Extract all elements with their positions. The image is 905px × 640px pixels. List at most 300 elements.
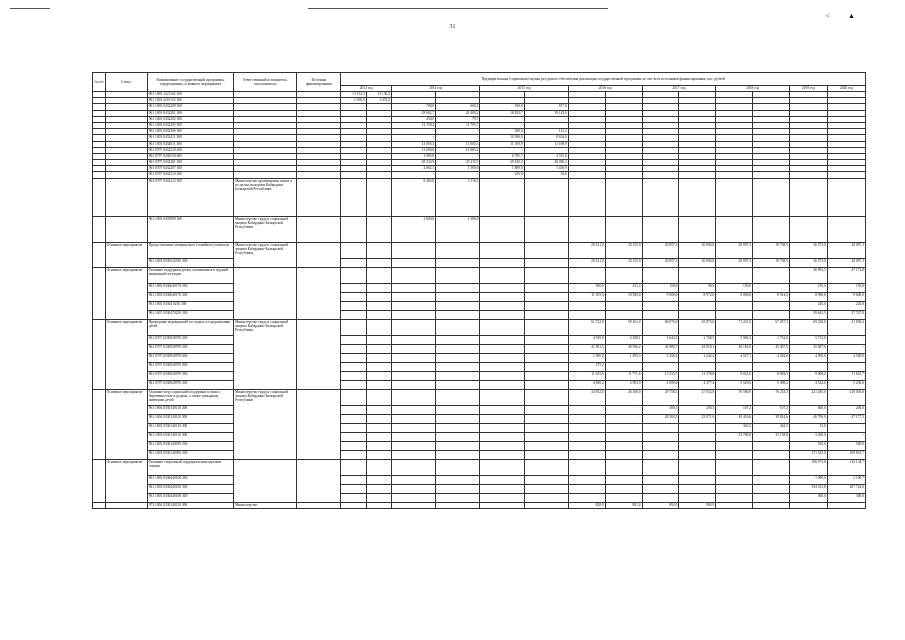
value-cell: 39 834,6 <box>753 414 790 423</box>
value-cell: 11 831,7 <box>827 371 865 380</box>
code-cell: 961 1003 0330640170 300 <box>147 292 233 301</box>
value-cell <box>524 292 568 301</box>
value-cell: 150,0 <box>716 283 753 292</box>
value-cell: 700,0 <box>392 104 436 110</box>
value-cell <box>716 178 753 216</box>
value-cell: 308,5 <box>642 405 679 414</box>
value-cell: 40 056,3 <box>524 160 568 166</box>
value-cell <box>642 450 679 459</box>
status-cell <box>105 178 147 216</box>
value-cell: 61 722,0 <box>568 319 605 335</box>
value-cell: 4 308,1 <box>605 335 642 344</box>
value-cell <box>789 362 827 371</box>
value-cell: 2 116,5 <box>436 178 480 216</box>
value-cell <box>392 371 436 380</box>
value-cell <box>341 216 366 242</box>
value-cell: 45 487,6 <box>789 344 827 353</box>
value-cell: 27 052,8 <box>679 389 716 405</box>
value-cell <box>716 310 753 319</box>
value-cell: 41 581,5 <box>568 344 605 353</box>
table-row <box>93 335 866 344</box>
value-cell <box>366 484 391 493</box>
num-cell <box>93 389 106 459</box>
value-cell: 46 892,5 <box>789 267 827 283</box>
code-cell: 961 1003 0432209 300 <box>147 104 233 110</box>
value-cell <box>436 353 480 362</box>
value-cell: 33,0 <box>789 423 827 432</box>
value-cell: 18 833,7 <box>480 110 524 116</box>
value-cell: 894,9 <box>642 502 679 508</box>
value-cell <box>341 335 366 344</box>
value-cell <box>716 475 753 484</box>
value-cell <box>341 493 366 502</box>
value-cell <box>568 459 605 475</box>
value-cell: 29 758,3 <box>642 389 679 405</box>
value-cell <box>753 502 790 508</box>
value-cell <box>642 178 679 216</box>
value-cell <box>716 484 753 493</box>
executor-cell: Министерство труда и социальной защиты Кабардино-Балкарской Республики <box>234 319 297 389</box>
value-cell <box>642 423 679 432</box>
value-cell: 20 155,9 <box>605 258 642 267</box>
value-cell <box>753 178 790 216</box>
code-cell: 961 1003 0330440100 200 <box>147 475 233 484</box>
value-cell <box>605 475 642 484</box>
value-cell: 8 990,0 <box>789 292 827 301</box>
value-cell <box>341 301 366 310</box>
value-cell <box>341 310 366 319</box>
value-cell <box>524 216 568 242</box>
table-row <box>93 362 866 371</box>
value-cell <box>341 380 366 389</box>
table-row <box>93 178 866 216</box>
value-cell: 20 097,3 <box>716 242 753 258</box>
value-cell <box>366 267 391 283</box>
value-cell: 71 241,0 <box>716 319 753 335</box>
value-cell: 14 985,2 <box>436 147 480 153</box>
value-cell: 58 161,0 <box>605 319 642 335</box>
corner-mark-left: < <box>826 12 830 20</box>
value-cell <box>366 344 391 353</box>
value-cell: 1 472,5 <box>366 98 391 104</box>
value-cell <box>392 380 436 389</box>
value-cell <box>827 362 865 371</box>
value-cell <box>789 178 827 216</box>
value-cell: 25 215,5 <box>436 160 480 166</box>
value-cell: 4 362,6 <box>753 353 790 362</box>
value-cell: 300,0 <box>568 283 605 292</box>
value-cell: - <box>827 344 865 353</box>
table-row <box>93 371 866 380</box>
value-cell: 20 521,0 <box>568 242 605 258</box>
executor-cell <box>234 459 297 502</box>
value-cell: 1 580,6 <box>436 166 480 172</box>
value-cell <box>392 258 436 267</box>
value-cell: 12 159,4 <box>392 122 436 128</box>
status-cell: Основное мероприятие <box>105 389 147 459</box>
value-cell <box>366 414 391 423</box>
value-cell <box>716 216 753 242</box>
table-row <box>93 502 866 508</box>
value-cell: 4 350,0 <box>568 335 605 344</box>
value-cell: 24 400,2 <box>436 110 480 116</box>
value-cell: 47 172,8 <box>827 267 865 283</box>
value-cell: 1 500,0 <box>568 353 605 362</box>
value-cell <box>480 283 524 292</box>
value-cell <box>392 423 436 432</box>
code-cell: 961 1003 0330640170 300 <box>147 283 233 292</box>
value-cell: 3 242,2 <box>679 353 716 362</box>
value-cell: 34 952,6 <box>568 389 605 405</box>
value-cell <box>366 405 391 414</box>
value-cell <box>716 441 753 450</box>
value-cell <box>524 389 568 405</box>
value-cell <box>436 283 480 292</box>
value-cell: 40 182,0 <box>716 344 753 353</box>
value-cell: 11 771,6 <box>605 371 642 380</box>
executor-cell: Министерство <box>234 502 297 508</box>
value-cell <box>524 423 568 432</box>
value-cell: 37 747,8 <box>827 310 865 319</box>
value-cell: 4 377,4 <box>679 380 716 389</box>
value-cell: 20 097,3 <box>642 258 679 267</box>
value-cell <box>436 405 480 414</box>
num-cell <box>93 242 106 267</box>
value-cell <box>392 475 436 484</box>
value-cell: 194 313,8 <box>789 484 827 493</box>
value-cell: 930,0 <box>480 104 524 110</box>
value-cell <box>436 292 480 301</box>
value-cell: 1 889,0 <box>480 166 524 172</box>
value-cell: - <box>436 172 480 178</box>
value-cell: 275,2 <box>568 362 605 371</box>
value-cell <box>436 319 480 335</box>
code-cell: 961 1003 0432205 300 <box>147 122 233 128</box>
value-cell <box>679 459 716 475</box>
value-cell <box>436 459 480 475</box>
value-cell: 660,3 <box>436 104 480 110</box>
value-cell <box>366 380 391 389</box>
value-cell: 20 097,3 <box>642 242 679 258</box>
value-cell: 200,0 <box>827 405 865 414</box>
value-cell: - <box>524 122 568 128</box>
code-cell: 961 1003 0330140050 200 <box>147 441 233 450</box>
value-cell <box>341 441 366 450</box>
value-cell: 107,2 <box>716 405 753 414</box>
source-cell <box>297 178 341 216</box>
value-cell: 11 378,8 <box>679 371 716 380</box>
code-cell: 961 1003 0432202 300 <box>147 116 233 122</box>
code-cell: 961 1003 0330522030 300 <box>147 258 233 267</box>
value-cell <box>524 267 568 283</box>
value-cell <box>642 441 679 450</box>
value-cell <box>605 484 642 493</box>
value-cell: 18 123,0 <box>524 110 568 116</box>
value-cell <box>480 405 524 414</box>
value-cell <box>341 362 366 371</box>
value-cell <box>716 450 753 459</box>
value-cell <box>568 441 605 450</box>
code-cell: 961 1004 0330140110 200 <box>147 405 233 414</box>
status-cell: Основное мероприятие <box>105 242 147 267</box>
value-cell <box>392 283 436 292</box>
value-cell <box>716 362 753 371</box>
value-cell <box>642 216 679 242</box>
status-cell: Основное мероприятие <box>105 459 147 502</box>
value-cell: 43 918,1 <box>679 344 716 353</box>
value-cell <box>568 493 605 502</box>
value-cell <box>436 242 480 258</box>
value-cell: 1 900,0 <box>789 475 827 484</box>
value-cell <box>679 362 716 371</box>
code-cell: 961 1003 0330140110 300 <box>147 423 233 432</box>
value-cell: - <box>436 153 480 159</box>
value-cell: 13 130,2 <box>366 92 391 98</box>
value-cell <box>436 441 480 450</box>
value-cell: 96,9 <box>679 283 716 292</box>
value-cell <box>524 371 568 380</box>
value-cell <box>605 216 642 242</box>
num-cell <box>93 459 106 502</box>
value-cell: 20 097,3 <box>827 242 865 258</box>
value-cell <box>753 216 790 242</box>
value-cell <box>341 258 366 267</box>
value-cell <box>366 475 391 484</box>
value-cell: 171 543,0 <box>789 450 827 459</box>
value-cell <box>366 371 391 380</box>
value-cell <box>436 344 480 353</box>
value-cell <box>679 178 716 216</box>
value-cell <box>524 335 568 344</box>
value-cell: 11 169,9 <box>524 141 568 147</box>
value-cell <box>366 335 391 344</box>
value-cell <box>605 310 642 319</box>
value-cell <box>480 502 524 508</box>
source-cell <box>297 242 341 267</box>
value-cell <box>827 502 865 508</box>
value-cell <box>568 423 605 432</box>
value-cell <box>341 432 366 441</box>
value-cell <box>679 432 716 441</box>
value-cell: 20 521,0 <box>568 258 605 267</box>
value-cell: - <box>524 116 568 122</box>
value-cell <box>716 267 753 283</box>
value-cell <box>341 178 366 216</box>
value-cell: - <box>480 122 524 128</box>
value-cell <box>480 450 524 459</box>
value-cell: 76 233,3 <box>753 389 790 405</box>
value-cell <box>642 475 679 484</box>
value-cell: 817,0 <box>524 104 568 110</box>
value-cell <box>642 362 679 371</box>
value-cell <box>392 493 436 502</box>
value-cell <box>524 432 568 441</box>
value-cell <box>679 310 716 319</box>
value-cell <box>341 459 366 475</box>
value-cell: 67 057,3 <box>753 319 790 335</box>
value-cell <box>366 423 391 432</box>
table-row <box>93 432 866 441</box>
source-cell <box>297 216 341 242</box>
year-2017: 2017 год <box>642 86 716 92</box>
value-cell: 107,2 <box>753 405 790 414</box>
value-cell: 79,7 <box>436 116 480 122</box>
value-cell: 196 573,8 <box>789 459 827 475</box>
value-cell: 4 500,0 <box>827 353 865 362</box>
table-row <box>93 310 866 319</box>
value-cell: 20 094,8 <box>679 258 716 267</box>
value-cell <box>524 493 568 502</box>
value-cell: - <box>480 147 524 153</box>
value-cell: 500,0 <box>827 441 865 450</box>
value-cell <box>524 450 568 459</box>
value-cell <box>392 319 436 335</box>
table-row <box>93 414 866 423</box>
value-cell: 801,4 <box>605 502 642 508</box>
section-row <box>93 242 866 258</box>
value-cell <box>366 258 391 267</box>
value-cell <box>524 344 568 353</box>
value-cell <box>392 405 436 414</box>
value-cell <box>568 216 605 242</box>
value-cell: 550,0 <box>789 441 827 450</box>
table-row <box>93 344 866 353</box>
code-cell: 961 1003 0432206 300 <box>147 129 233 135</box>
value-cell <box>642 493 679 502</box>
value-cell <box>480 216 524 242</box>
num-cell <box>93 502 106 508</box>
value-cell <box>789 502 827 508</box>
value-cell <box>642 310 679 319</box>
value-cell: 9 021,0 <box>716 371 753 380</box>
value-cell <box>480 178 524 216</box>
status-cell <box>105 216 147 242</box>
value-cell <box>716 301 753 310</box>
value-cell <box>753 267 790 283</box>
value-cell <box>605 423 642 432</box>
value-cell <box>753 459 790 475</box>
header-program: Наименование государственной программы, подпрограммы, основного мероприятия <box>147 73 233 92</box>
value-cell <box>480 432 524 441</box>
value-cell <box>679 475 716 484</box>
code-cell: 961 1003 0435999 300 <box>147 216 233 242</box>
year-2013: 2013 год <box>341 86 392 92</box>
value-cell <box>524 484 568 493</box>
code-cell: 961 0707 0330920970 300 <box>147 371 233 380</box>
value-cell <box>436 414 480 423</box>
value-cell: 20 155,9 <box>605 242 642 258</box>
value-cell <box>392 267 436 283</box>
value-cell: 8 992,3 <box>753 371 790 380</box>
value-cell: 29 430,3 <box>480 160 524 166</box>
value-cell: 28 602,7 <box>392 110 436 116</box>
value-cell: 32,6 <box>524 172 568 178</box>
value-cell: 46 796,0 <box>789 414 827 423</box>
value-cell: 1 732,0 <box>753 335 790 344</box>
value-cell <box>366 283 391 292</box>
value-cell <box>480 353 524 362</box>
value-cell <box>480 371 524 380</box>
value-cell <box>341 502 366 508</box>
value-cell: - <box>524 147 568 153</box>
value-cell <box>827 178 865 216</box>
value-cell: 9 600,0 <box>827 292 865 301</box>
value-cell: 5 236,6 <box>827 380 865 389</box>
value-cell <box>679 301 716 310</box>
executor-cell <box>234 267 297 319</box>
value-cell: 8 972,0 <box>679 292 716 301</box>
value-cell <box>480 423 524 432</box>
value-cell <box>392 301 436 310</box>
value-cell <box>753 484 790 493</box>
value-cell <box>366 178 391 216</box>
value-cell <box>341 242 366 258</box>
section-row <box>93 459 866 475</box>
value-cell <box>341 319 366 335</box>
num-cell <box>93 267 106 319</box>
value-cell <box>436 371 480 380</box>
value-cell <box>827 216 865 242</box>
value-cell <box>341 292 366 301</box>
value-cell <box>392 335 436 344</box>
value-cell <box>436 502 480 508</box>
page-number: 31 <box>449 24 456 30</box>
value-cell: 33 780,9 <box>716 432 753 441</box>
value-cell: 11 105,0 <box>568 292 605 301</box>
source-cell <box>297 459 341 502</box>
value-cell: 6 785,7 <box>480 153 524 159</box>
header-num: № п/п <box>93 73 106 92</box>
value-cell: 20 094,8 <box>679 242 716 258</box>
code-cell: 961 1003 0432411 300 <box>147 135 233 141</box>
code-cell: 961 0707 0432201 300 <box>147 160 233 166</box>
value-cell: 8 914,0 <box>753 292 790 301</box>
value-cell: - <box>436 129 480 135</box>
value-cell <box>480 389 524 405</box>
code-cell: 961 0707 0432210 300 <box>147 172 233 178</box>
value-cell <box>341 389 366 405</box>
value-cell: 4 583,9 <box>605 380 642 389</box>
code-cell: 961 1003 0330440100 300 <box>147 484 233 493</box>
value-cell <box>366 310 391 319</box>
value-cell <box>392 242 436 258</box>
value-cell <box>753 475 790 484</box>
value-cell: - <box>568 405 605 414</box>
value-cell: 4 524,6 <box>789 380 827 389</box>
value-cell: - <box>392 172 436 178</box>
value-cell: 44 980,7 <box>642 344 679 353</box>
value-cell: 9 000,0 <box>642 292 679 301</box>
value-cell: 47 177,3 <box>827 414 865 423</box>
value-cell: 300,0 <box>827 493 865 502</box>
code-cell: 963 0707 0432212 300 <box>147 178 233 216</box>
value-cell <box>480 362 524 371</box>
value-cell <box>480 267 524 283</box>
value-cell <box>366 493 391 502</box>
section-row <box>93 319 866 335</box>
value-cell: 239,8 <box>480 172 524 178</box>
code-cell: 961 0707 0430518 600 <box>147 153 233 159</box>
code-cell: 961 1004 0330140110 300 <box>147 414 233 423</box>
table-row <box>93 301 866 310</box>
value-cell: 904,9 <box>679 502 716 508</box>
value-cell <box>605 362 642 371</box>
value-cell: 69 076,0 <box>642 319 679 335</box>
value-cell <box>642 484 679 493</box>
value-cell <box>436 362 480 371</box>
value-cell: 150,0 <box>789 283 827 292</box>
source-cell <box>297 389 341 459</box>
